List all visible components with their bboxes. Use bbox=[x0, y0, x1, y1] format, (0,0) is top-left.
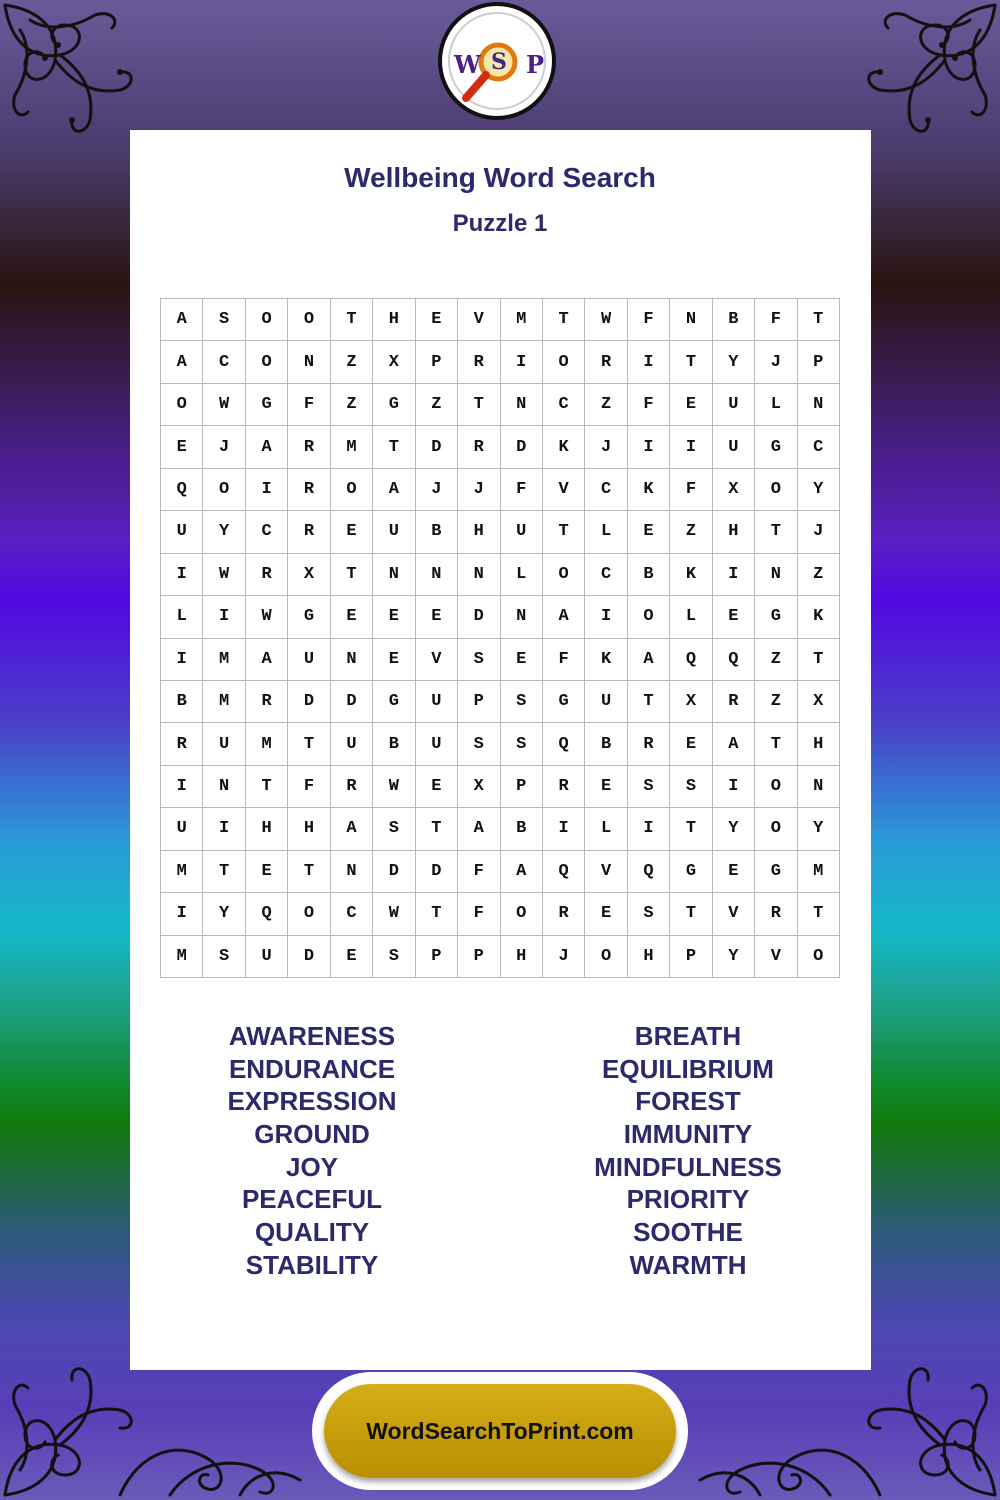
grid-cell[interactable]: I bbox=[203, 596, 245, 638]
grid-cell[interactable]: Y bbox=[798, 808, 840, 850]
grid-cell[interactable]: Z bbox=[585, 384, 627, 426]
grid-cell[interactable]: U bbox=[501, 511, 543, 553]
grid-cell[interactable]: N bbox=[501, 384, 543, 426]
grid-cell[interactable]: C bbox=[331, 893, 373, 935]
grid-cell[interactable]: J bbox=[416, 469, 458, 511]
grid-cell[interactable]: I bbox=[585, 596, 627, 638]
grid-cell[interactable]: O bbox=[288, 299, 330, 341]
grid-cell[interactable]: N bbox=[798, 766, 840, 808]
grid-cell[interactable]: T bbox=[798, 893, 840, 935]
grid-cell[interactable]: G bbox=[373, 681, 415, 723]
grid-cell[interactable]: I bbox=[670, 426, 712, 468]
grid-cell[interactable]: W bbox=[373, 893, 415, 935]
grid-cell[interactable]: Q bbox=[628, 851, 670, 893]
word-list-item: QUALITY bbox=[254, 1217, 370, 1248]
grid-cell[interactable]: T bbox=[416, 808, 458, 850]
grid-cell[interactable]: A bbox=[458, 808, 500, 850]
grid-cell[interactable]: E bbox=[713, 851, 755, 893]
grid-cell[interactable]: A bbox=[331, 808, 373, 850]
grid-cell[interactable]: I bbox=[161, 554, 203, 596]
grid-cell[interactable]: I bbox=[628, 341, 670, 383]
grid-cell[interactable]: S bbox=[458, 639, 500, 681]
grid-cell[interactable]: N bbox=[458, 554, 500, 596]
grid-cell[interactable]: O bbox=[203, 469, 245, 511]
grid-cell[interactable]: V bbox=[416, 639, 458, 681]
grid-cell[interactable]: N bbox=[755, 554, 797, 596]
grid-cell[interactable]: J bbox=[585, 426, 627, 468]
grid-cell[interactable]: N bbox=[203, 766, 245, 808]
grid-cell[interactable]: Z bbox=[755, 681, 797, 723]
grid-cell[interactable]: T bbox=[543, 299, 585, 341]
corner-ornament-top-left bbox=[0, 0, 150, 150]
grid-cell[interactable]: F bbox=[458, 893, 500, 935]
grid-cell[interactable]: D bbox=[288, 681, 330, 723]
grid-cell[interactable]: V bbox=[543, 469, 585, 511]
grid-cell[interactable]: T bbox=[288, 723, 330, 765]
grid-cell[interactable]: G bbox=[755, 851, 797, 893]
grid-cell[interactable]: Z bbox=[755, 639, 797, 681]
grid-cell[interactable]: Q bbox=[161, 469, 203, 511]
grid-cell[interactable]: R bbox=[331, 766, 373, 808]
word-list-item: ENDURANCE bbox=[228, 1053, 396, 1084]
grid-cell[interactable]: C bbox=[585, 554, 627, 596]
grid-cell[interactable]: Z bbox=[331, 341, 373, 383]
word-list-item: JOY bbox=[285, 1151, 339, 1182]
bottom-scroll-ornament-right bbox=[690, 1380, 890, 1500]
grid-cell[interactable]: Q bbox=[543, 723, 585, 765]
grid-cell[interactable]: O bbox=[246, 341, 288, 383]
grid-cell[interactable]: S bbox=[373, 936, 415, 978]
grid-cell[interactable]: M bbox=[331, 426, 373, 468]
grid-cell[interactable]: B bbox=[628, 554, 670, 596]
grid-cell[interactable]: E bbox=[501, 639, 543, 681]
grid-cell[interactable]: F bbox=[543, 639, 585, 681]
grid-cell[interactable]: R bbox=[246, 681, 288, 723]
grid-cell[interactable]: Y bbox=[203, 893, 245, 935]
grid-cell[interactable]: V bbox=[458, 299, 500, 341]
grid-cell[interactable]: T bbox=[331, 299, 373, 341]
grid-cell[interactable]: Y bbox=[713, 936, 755, 978]
grid-cell[interactable]: U bbox=[246, 936, 288, 978]
grid-cell[interactable]: T bbox=[670, 893, 712, 935]
grid-cell[interactable]: R bbox=[543, 893, 585, 935]
grid-cell[interactable]: X bbox=[458, 766, 500, 808]
grid-cell[interactable]: W bbox=[246, 596, 288, 638]
grid-cell[interactable]: S bbox=[501, 723, 543, 765]
grid-cell[interactable]: S bbox=[203, 936, 245, 978]
grid-cell[interactable]: N bbox=[373, 554, 415, 596]
grid-cell[interactable]: J bbox=[458, 469, 500, 511]
grid-cell[interactable]: M bbox=[501, 299, 543, 341]
grid-cell[interactable]: Q bbox=[543, 851, 585, 893]
grid-cell[interactable]: N bbox=[501, 596, 543, 638]
grid-cell[interactable]: F bbox=[628, 299, 670, 341]
grid-cell[interactable]: S bbox=[373, 808, 415, 850]
logo-letter-p: P bbox=[526, 50, 545, 79]
grid-cell[interactable]: A bbox=[161, 341, 203, 383]
grid-cell[interactable]: T bbox=[798, 299, 840, 341]
word-list-item: WARMTH bbox=[629, 1249, 747, 1280]
grid-cell[interactable]: O bbox=[543, 554, 585, 596]
grid-cell[interactable]: E bbox=[161, 426, 203, 468]
grid-cell[interactable]: R bbox=[628, 723, 670, 765]
grid-cell[interactable]: L bbox=[585, 511, 627, 553]
grid-cell[interactable]: J bbox=[203, 426, 245, 468]
grid-cell[interactable]: S bbox=[458, 723, 500, 765]
grid-cell[interactable]: O bbox=[246, 299, 288, 341]
grid-cell[interactable]: C bbox=[543, 384, 585, 426]
word-list-item: SOOTHE bbox=[633, 1217, 743, 1248]
grid-cell[interactable]: H bbox=[246, 808, 288, 850]
grid-cell[interactable]: B bbox=[161, 681, 203, 723]
grid-cell[interactable]: W bbox=[203, 384, 245, 426]
grid-cell[interactable]: O bbox=[585, 936, 627, 978]
grid-cell[interactable]: E bbox=[585, 893, 627, 935]
grid-cell[interactable]: H bbox=[373, 299, 415, 341]
letter-grid bbox=[160, 298, 840, 978]
grid-cell[interactable]: X bbox=[288, 554, 330, 596]
grid-cell[interactable]: M bbox=[161, 936, 203, 978]
grid-cell[interactable]: H bbox=[458, 511, 500, 553]
grid-cell[interactable]: Q bbox=[246, 893, 288, 935]
word-list-item: IMMUNITY bbox=[623, 1119, 753, 1150]
grid-cell[interactable]: L bbox=[670, 596, 712, 638]
grid-cell[interactable]: D bbox=[331, 681, 373, 723]
grid-cell[interactable]: R bbox=[755, 893, 797, 935]
grid-cell[interactable]: S bbox=[203, 299, 245, 341]
grid-cell[interactable]: D bbox=[458, 596, 500, 638]
grid-cell[interactable]: A bbox=[161, 299, 203, 341]
grid-cell[interactable]: G bbox=[288, 596, 330, 638]
grid-cell[interactable]: E bbox=[416, 596, 458, 638]
grid-cell[interactable]: U bbox=[161, 511, 203, 553]
word-list-item: BREATH bbox=[634, 1021, 742, 1051]
grid-cell[interactable]: Z bbox=[416, 384, 458, 426]
grid-cell[interactable]: P bbox=[416, 341, 458, 383]
grid-cell[interactable]: E bbox=[331, 596, 373, 638]
grid-cell[interactable]: O bbox=[628, 596, 670, 638]
grid-cell[interactable]: G bbox=[246, 384, 288, 426]
grid-cell[interactable]: E bbox=[585, 766, 627, 808]
grid-cell[interactable]: R bbox=[246, 554, 288, 596]
grid-cell[interactable]: O bbox=[161, 384, 203, 426]
grid-cell[interactable]: L bbox=[161, 596, 203, 638]
grid-cell[interactable]: E bbox=[416, 766, 458, 808]
word-list-item: GROUND bbox=[254, 1119, 370, 1150]
grid-cell[interactable]: A bbox=[713, 723, 755, 765]
grid-cell[interactable]: Z bbox=[798, 554, 840, 596]
grid-cell[interactable]: E bbox=[331, 936, 373, 978]
grid-cell[interactable]: U bbox=[416, 723, 458, 765]
grid-cell[interactable]: N bbox=[798, 384, 840, 426]
grid-cell[interactable]: D bbox=[373, 851, 415, 893]
word-list-left bbox=[152, 1020, 472, 1282]
grid-cell[interactable]: E bbox=[670, 384, 712, 426]
grid-cell[interactable]: U bbox=[288, 639, 330, 681]
grid-cell[interactable]: F bbox=[670, 469, 712, 511]
grid-cell[interactable]: F bbox=[755, 299, 797, 341]
grid-cell[interactable]: T bbox=[458, 384, 500, 426]
grid-cell[interactable]: W bbox=[373, 766, 415, 808]
grid-cell[interactable]: G bbox=[755, 426, 797, 468]
grid-cell[interactable]: Z bbox=[670, 511, 712, 553]
grid-cell[interactable]: N bbox=[670, 299, 712, 341]
grid-cell[interactable]: Q bbox=[713, 639, 755, 681]
grid-cell[interactable]: S bbox=[628, 766, 670, 808]
grid-cell[interactable]: S bbox=[628, 893, 670, 935]
grid-cell[interactable]: I bbox=[713, 766, 755, 808]
grid-cell[interactable]: E bbox=[373, 596, 415, 638]
grid-cell[interactable]: Y bbox=[203, 511, 245, 553]
grid-cell[interactable]: B bbox=[373, 723, 415, 765]
grid-cell[interactable]: O bbox=[288, 893, 330, 935]
grid-cell[interactable]: U bbox=[161, 808, 203, 850]
grid-cell[interactable]: F bbox=[288, 384, 330, 426]
grid-cell[interactable]: T bbox=[670, 808, 712, 850]
grid-cell[interactable]: C bbox=[585, 469, 627, 511]
grid-cell[interactable]: U bbox=[416, 681, 458, 723]
grid-cell[interactable]: N bbox=[288, 341, 330, 383]
grid-cell[interactable]: U bbox=[203, 723, 245, 765]
grid-cell[interactable]: D bbox=[501, 426, 543, 468]
grid-cell[interactable]: I bbox=[628, 426, 670, 468]
grid-cell[interactable]: H bbox=[798, 723, 840, 765]
grid-cell[interactable]: B bbox=[713, 299, 755, 341]
grid-cell[interactable]: I bbox=[628, 808, 670, 850]
word-list-item: PRIORITY bbox=[626, 1184, 750, 1215]
grid-cell[interactable]: O bbox=[755, 808, 797, 850]
word-list-item: EXPRESSION bbox=[227, 1086, 397, 1117]
grid-cell[interactable]: N bbox=[331, 851, 373, 893]
grid-cell[interactable]: N bbox=[416, 554, 458, 596]
grid-cell[interactable]: P bbox=[416, 936, 458, 978]
grid-cell[interactable]: D bbox=[288, 936, 330, 978]
grid-cell[interactable]: L bbox=[755, 384, 797, 426]
grid-cell[interactable]: K bbox=[543, 426, 585, 468]
grid-cell[interactable]: B bbox=[416, 511, 458, 553]
grid-cell[interactable]: A bbox=[246, 639, 288, 681]
grid-cell[interactable]: I bbox=[203, 808, 245, 850]
grid-cell[interactable]: H bbox=[288, 808, 330, 850]
grid-cell[interactable]: J bbox=[755, 341, 797, 383]
grid-cell[interactable]: K bbox=[628, 469, 670, 511]
word-list-item: AWARENESS bbox=[228, 1021, 396, 1051]
grid-cell[interactable]: T bbox=[755, 511, 797, 553]
grid-cell[interactable]: O bbox=[331, 469, 373, 511]
grid-cell[interactable]: G bbox=[755, 596, 797, 638]
grid-cell[interactable]: J bbox=[543, 936, 585, 978]
grid-cell[interactable]: H bbox=[501, 936, 543, 978]
grid-cell[interactable]: O bbox=[755, 469, 797, 511]
grid-cell[interactable]: E bbox=[416, 299, 458, 341]
grid-cell[interactable]: G bbox=[543, 681, 585, 723]
grid-cell[interactable]: K bbox=[670, 554, 712, 596]
grid-cell[interactable]: R bbox=[543, 766, 585, 808]
grid-cell[interactable]: K bbox=[798, 596, 840, 638]
grid-cell[interactable]: I bbox=[543, 808, 585, 850]
grid-cell[interactable]: F bbox=[288, 766, 330, 808]
grid-cell[interactable]: U bbox=[713, 426, 755, 468]
grid-cell[interactable]: V bbox=[713, 893, 755, 935]
grid-cell[interactable]: C bbox=[798, 426, 840, 468]
grid-cell[interactable]: R bbox=[713, 681, 755, 723]
grid-cell[interactable]: K bbox=[585, 639, 627, 681]
grid-cell[interactable]: U bbox=[373, 511, 415, 553]
grid-cell[interactable]: D bbox=[416, 426, 458, 468]
grid-cell[interactable]: M bbox=[203, 681, 245, 723]
grid-cell[interactable]: Y bbox=[713, 341, 755, 383]
grid-cell[interactable]: Q bbox=[670, 639, 712, 681]
grid-cell[interactable]: D bbox=[416, 851, 458, 893]
puzzle-subtitle: Puzzle 1 bbox=[452, 210, 548, 237]
grid-cell[interactable]: E bbox=[628, 511, 670, 553]
grid-cell[interactable]: T bbox=[331, 554, 373, 596]
grid-cell[interactable]: R bbox=[585, 341, 627, 383]
grid-cell[interactable]: T bbox=[670, 341, 712, 383]
grid-cell[interactable]: X bbox=[670, 681, 712, 723]
grid-cell[interactable]: W bbox=[203, 554, 245, 596]
word-list-item: PEACEFUL bbox=[241, 1184, 383, 1215]
site-logo[interactable] bbox=[438, 2, 556, 120]
grid-cell[interactable]: R bbox=[288, 511, 330, 553]
grid-cell[interactable]: P bbox=[458, 681, 500, 723]
grid-cell[interactable]: P bbox=[501, 766, 543, 808]
grid-cell[interactable]: G bbox=[670, 851, 712, 893]
grid-cell[interactable]: C bbox=[246, 511, 288, 553]
grid-cell[interactable]: P bbox=[670, 936, 712, 978]
word-list-item: EQUILIBRIUM bbox=[602, 1053, 774, 1084]
grid-cell[interactable]: M bbox=[246, 723, 288, 765]
grid-cell[interactable]: E bbox=[373, 639, 415, 681]
page-title: Wellbeing Word Search bbox=[344, 162, 656, 193]
grid-cell[interactable]: E bbox=[713, 596, 755, 638]
grid-cell[interactable]: V bbox=[755, 936, 797, 978]
grid-cell[interactable]: E bbox=[670, 723, 712, 765]
grid-cell[interactable]: T bbox=[246, 766, 288, 808]
grid-cell[interactable]: H bbox=[628, 936, 670, 978]
grid-cell[interactable]: A bbox=[246, 426, 288, 468]
grid-cell[interactable]: I bbox=[246, 469, 288, 511]
grid-cell[interactable]: F bbox=[628, 384, 670, 426]
grid-cell[interactable]: N bbox=[331, 639, 373, 681]
grid-cell[interactable]: U bbox=[331, 723, 373, 765]
grid-cell[interactable]: P bbox=[458, 936, 500, 978]
word-list-item: FOREST bbox=[635, 1086, 741, 1117]
logo-letter-s: S bbox=[491, 49, 507, 75]
grid-cell[interactable]: R bbox=[161, 723, 203, 765]
grid-cell[interactable]: V bbox=[585, 851, 627, 893]
grid-cell[interactable]: Y bbox=[713, 808, 755, 850]
grid-cell[interactable]: T bbox=[288, 851, 330, 893]
grid-cell[interactable]: O bbox=[543, 341, 585, 383]
grid-cell[interactable]: O bbox=[501, 893, 543, 935]
word-list-item: STABILITY bbox=[245, 1249, 379, 1280]
grid-cell[interactable]: F bbox=[458, 851, 500, 893]
site-link-button[interactable]: WordSearchToPrint.com bbox=[324, 1384, 676, 1478]
grid-cell[interactable]: M bbox=[203, 639, 245, 681]
grid-cell[interactable]: X bbox=[798, 681, 840, 723]
grid-cell[interactable]: S bbox=[670, 766, 712, 808]
grid-cell[interactable]: T bbox=[203, 851, 245, 893]
grid-cell[interactable]: T bbox=[373, 426, 415, 468]
grid-cell[interactable]: I bbox=[161, 639, 203, 681]
grid-cell[interactable]: X bbox=[713, 469, 755, 511]
grid-cell[interactable]: M bbox=[161, 851, 203, 893]
grid-cell[interactable]: T bbox=[543, 511, 585, 553]
corner-ornament-top-right bbox=[850, 0, 1000, 150]
grid-cell[interactable]: U bbox=[713, 384, 755, 426]
grid-cell[interactable]: E bbox=[246, 851, 288, 893]
grid-cell[interactable]: T bbox=[755, 723, 797, 765]
grid-cell[interactable]: S bbox=[501, 681, 543, 723]
grid-cell[interactable]: R bbox=[458, 426, 500, 468]
grid-cell[interactable]: L bbox=[501, 554, 543, 596]
grid-cell[interactable]: Z bbox=[331, 384, 373, 426]
grid-cell[interactable]: G bbox=[373, 384, 415, 426]
grid-cell[interactable]: A bbox=[628, 639, 670, 681]
grid-cell[interactable]: T bbox=[628, 681, 670, 723]
grid-cell[interactable]: A bbox=[501, 851, 543, 893]
word-list-item: MINDFULNESS bbox=[594, 1151, 782, 1182]
grid-cell[interactable]: F bbox=[501, 469, 543, 511]
grid-cell[interactable]: I bbox=[501, 341, 543, 383]
grid-cell[interactable]: A bbox=[373, 469, 415, 511]
grid-cell[interactable]: U bbox=[585, 681, 627, 723]
grid-cell[interactable]: L bbox=[585, 808, 627, 850]
grid-cell[interactable]: P bbox=[798, 341, 840, 383]
grid-cell[interactable]: H bbox=[713, 511, 755, 553]
grid-cell[interactable]: X bbox=[373, 341, 415, 383]
grid-cell[interactable]: B bbox=[501, 808, 543, 850]
grid-cell[interactable]: T bbox=[416, 893, 458, 935]
grid-cell[interactable]: R bbox=[458, 341, 500, 383]
grid-cell[interactable]: R bbox=[288, 426, 330, 468]
grid-cell[interactable]: Y bbox=[798, 469, 840, 511]
grid-cell[interactable]: B bbox=[585, 723, 627, 765]
grid-cell[interactable]: I bbox=[161, 893, 203, 935]
grid-cell[interactable]: W bbox=[585, 299, 627, 341]
grid-cell[interactable]: I bbox=[161, 766, 203, 808]
grid-cell[interactable]: M bbox=[798, 851, 840, 893]
grid-cell[interactable]: O bbox=[798, 936, 840, 978]
grid-cell[interactable]: I bbox=[713, 554, 755, 596]
grid-cell[interactable]: T bbox=[798, 639, 840, 681]
logo-letter-w: W bbox=[454, 50, 481, 79]
grid-cell[interactable]: R bbox=[288, 469, 330, 511]
grid-cell[interactable]: A bbox=[543, 596, 585, 638]
grid-cell[interactable]: C bbox=[203, 341, 245, 383]
bottom-scroll-ornament-left bbox=[110, 1380, 310, 1500]
word-list-right bbox=[528, 1020, 848, 1282]
grid-cell[interactable]: J bbox=[798, 511, 840, 553]
grid-cell[interactable]: O bbox=[755, 766, 797, 808]
grid-cell[interactable]: E bbox=[331, 511, 373, 553]
